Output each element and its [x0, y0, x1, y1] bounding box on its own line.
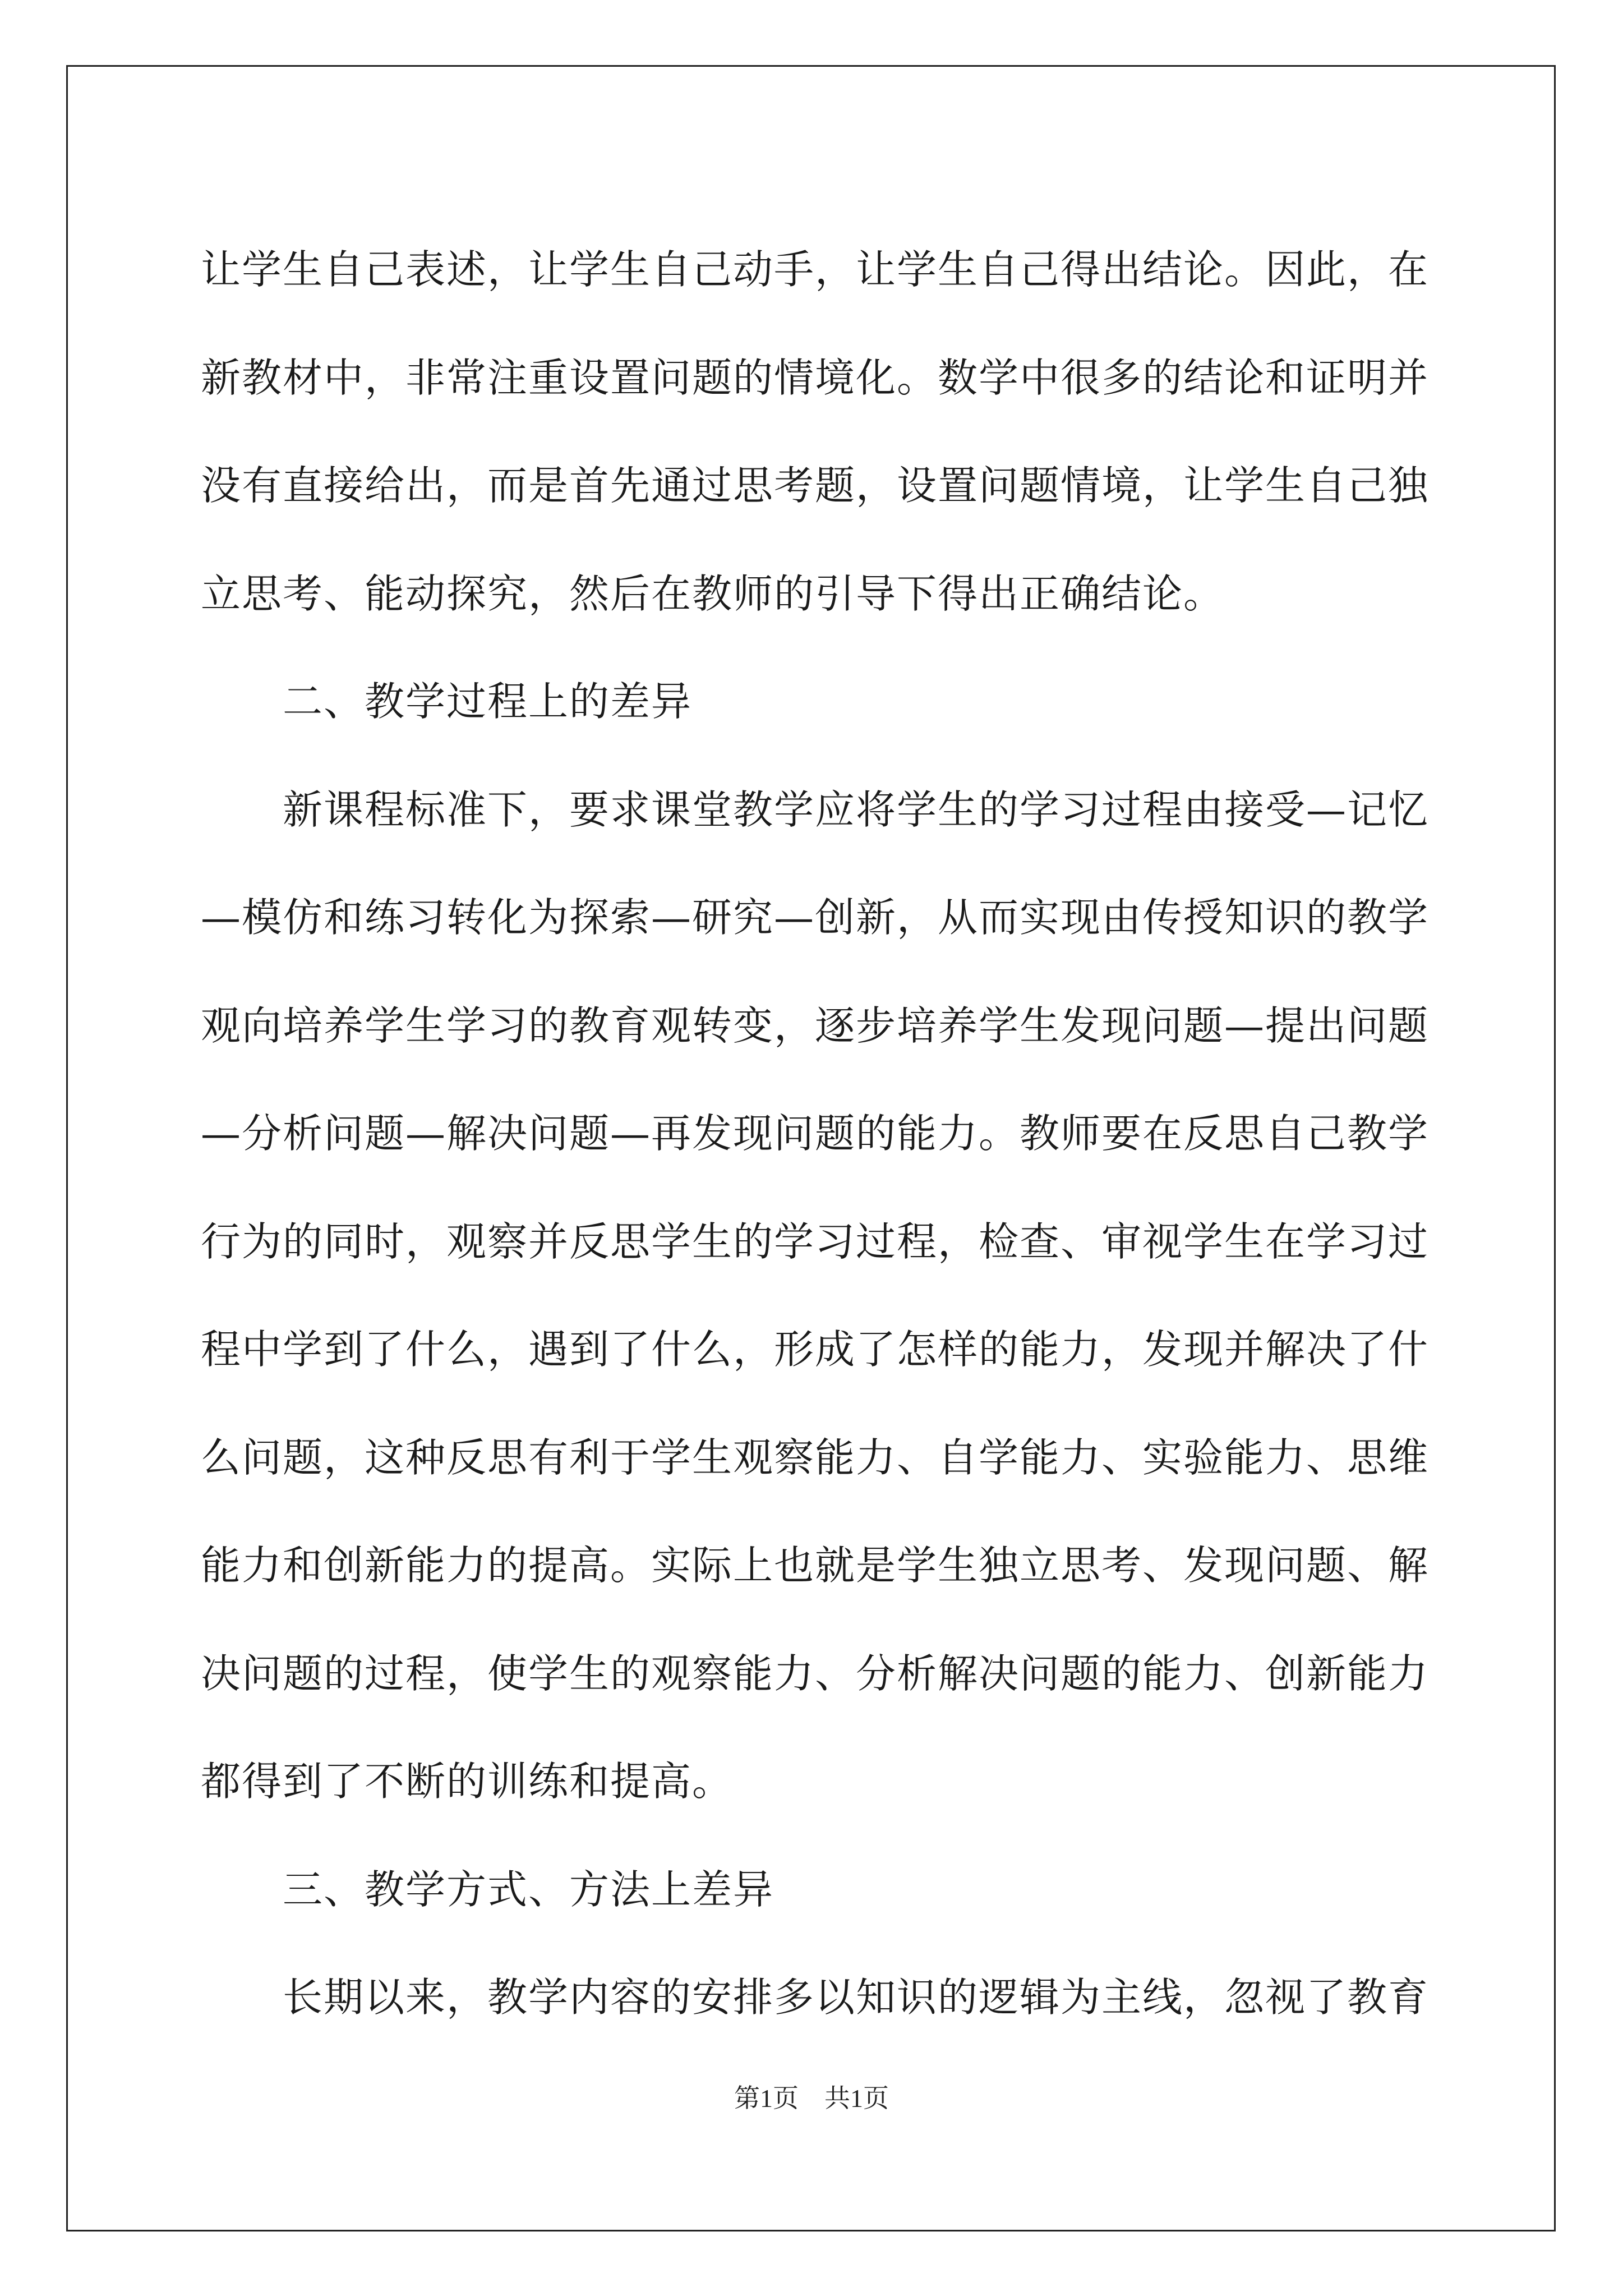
section-heading-2: 二、教学过程上的差异 — [283, 678, 693, 725]
document-body — [201, 216, 1429, 2052]
paragraph-teaching-methods: 长期以来，教学内容的安排多以知识的逻辑为主线，忽视了教育 — [283, 1974, 1430, 2021]
section-heading-3: 三、教学方式、方法上差异 — [283, 1866, 774, 1913]
paragraph-continuation: 让学生自己表述，让学生自己动手，让学生自己得出结论。因此，在新教材中，非常注重设置问题的情境化。数学中很多的结论和证明并没有直接给出，而是首先通过思考题，设置问题情境，让学生自己独立思考、能动探究，然后在教师的引导下得出正确结论。 — [201, 246, 1430, 617]
paragraph-teaching-process: 新课程标准下，要求课堂教学应将学生的学习过程由接受—记忆—模仿和练习转化为探索—研究—创新，从而实现由传授知识的教学观向培养学生学习的教育观转变，逐步培养学生发现问题—提出问题—分析问题—解决问题—再发现问题的能力。教师要在反思自己教学行为的同时，观察并反思学生的学习过程，检查、审视学生在学习过程中学到了什么，遇到了什么，形成了怎样的能力，发现并解决了什么问题，这种反思有利于学生观察能力、自学能力、实验能力、思维能力和创新能力的提高。实际上也就是学生独立思考、发现问题、解决问题的过程，使学生的观察能力、分析解决问题的能力、创新能力都得到了不断的训练和提高。 — [201, 786, 1430, 1805]
page-number-label: 第1页 共1页 — [734, 2084, 889, 2113]
page-footer — [0, 2078, 1623, 2115]
